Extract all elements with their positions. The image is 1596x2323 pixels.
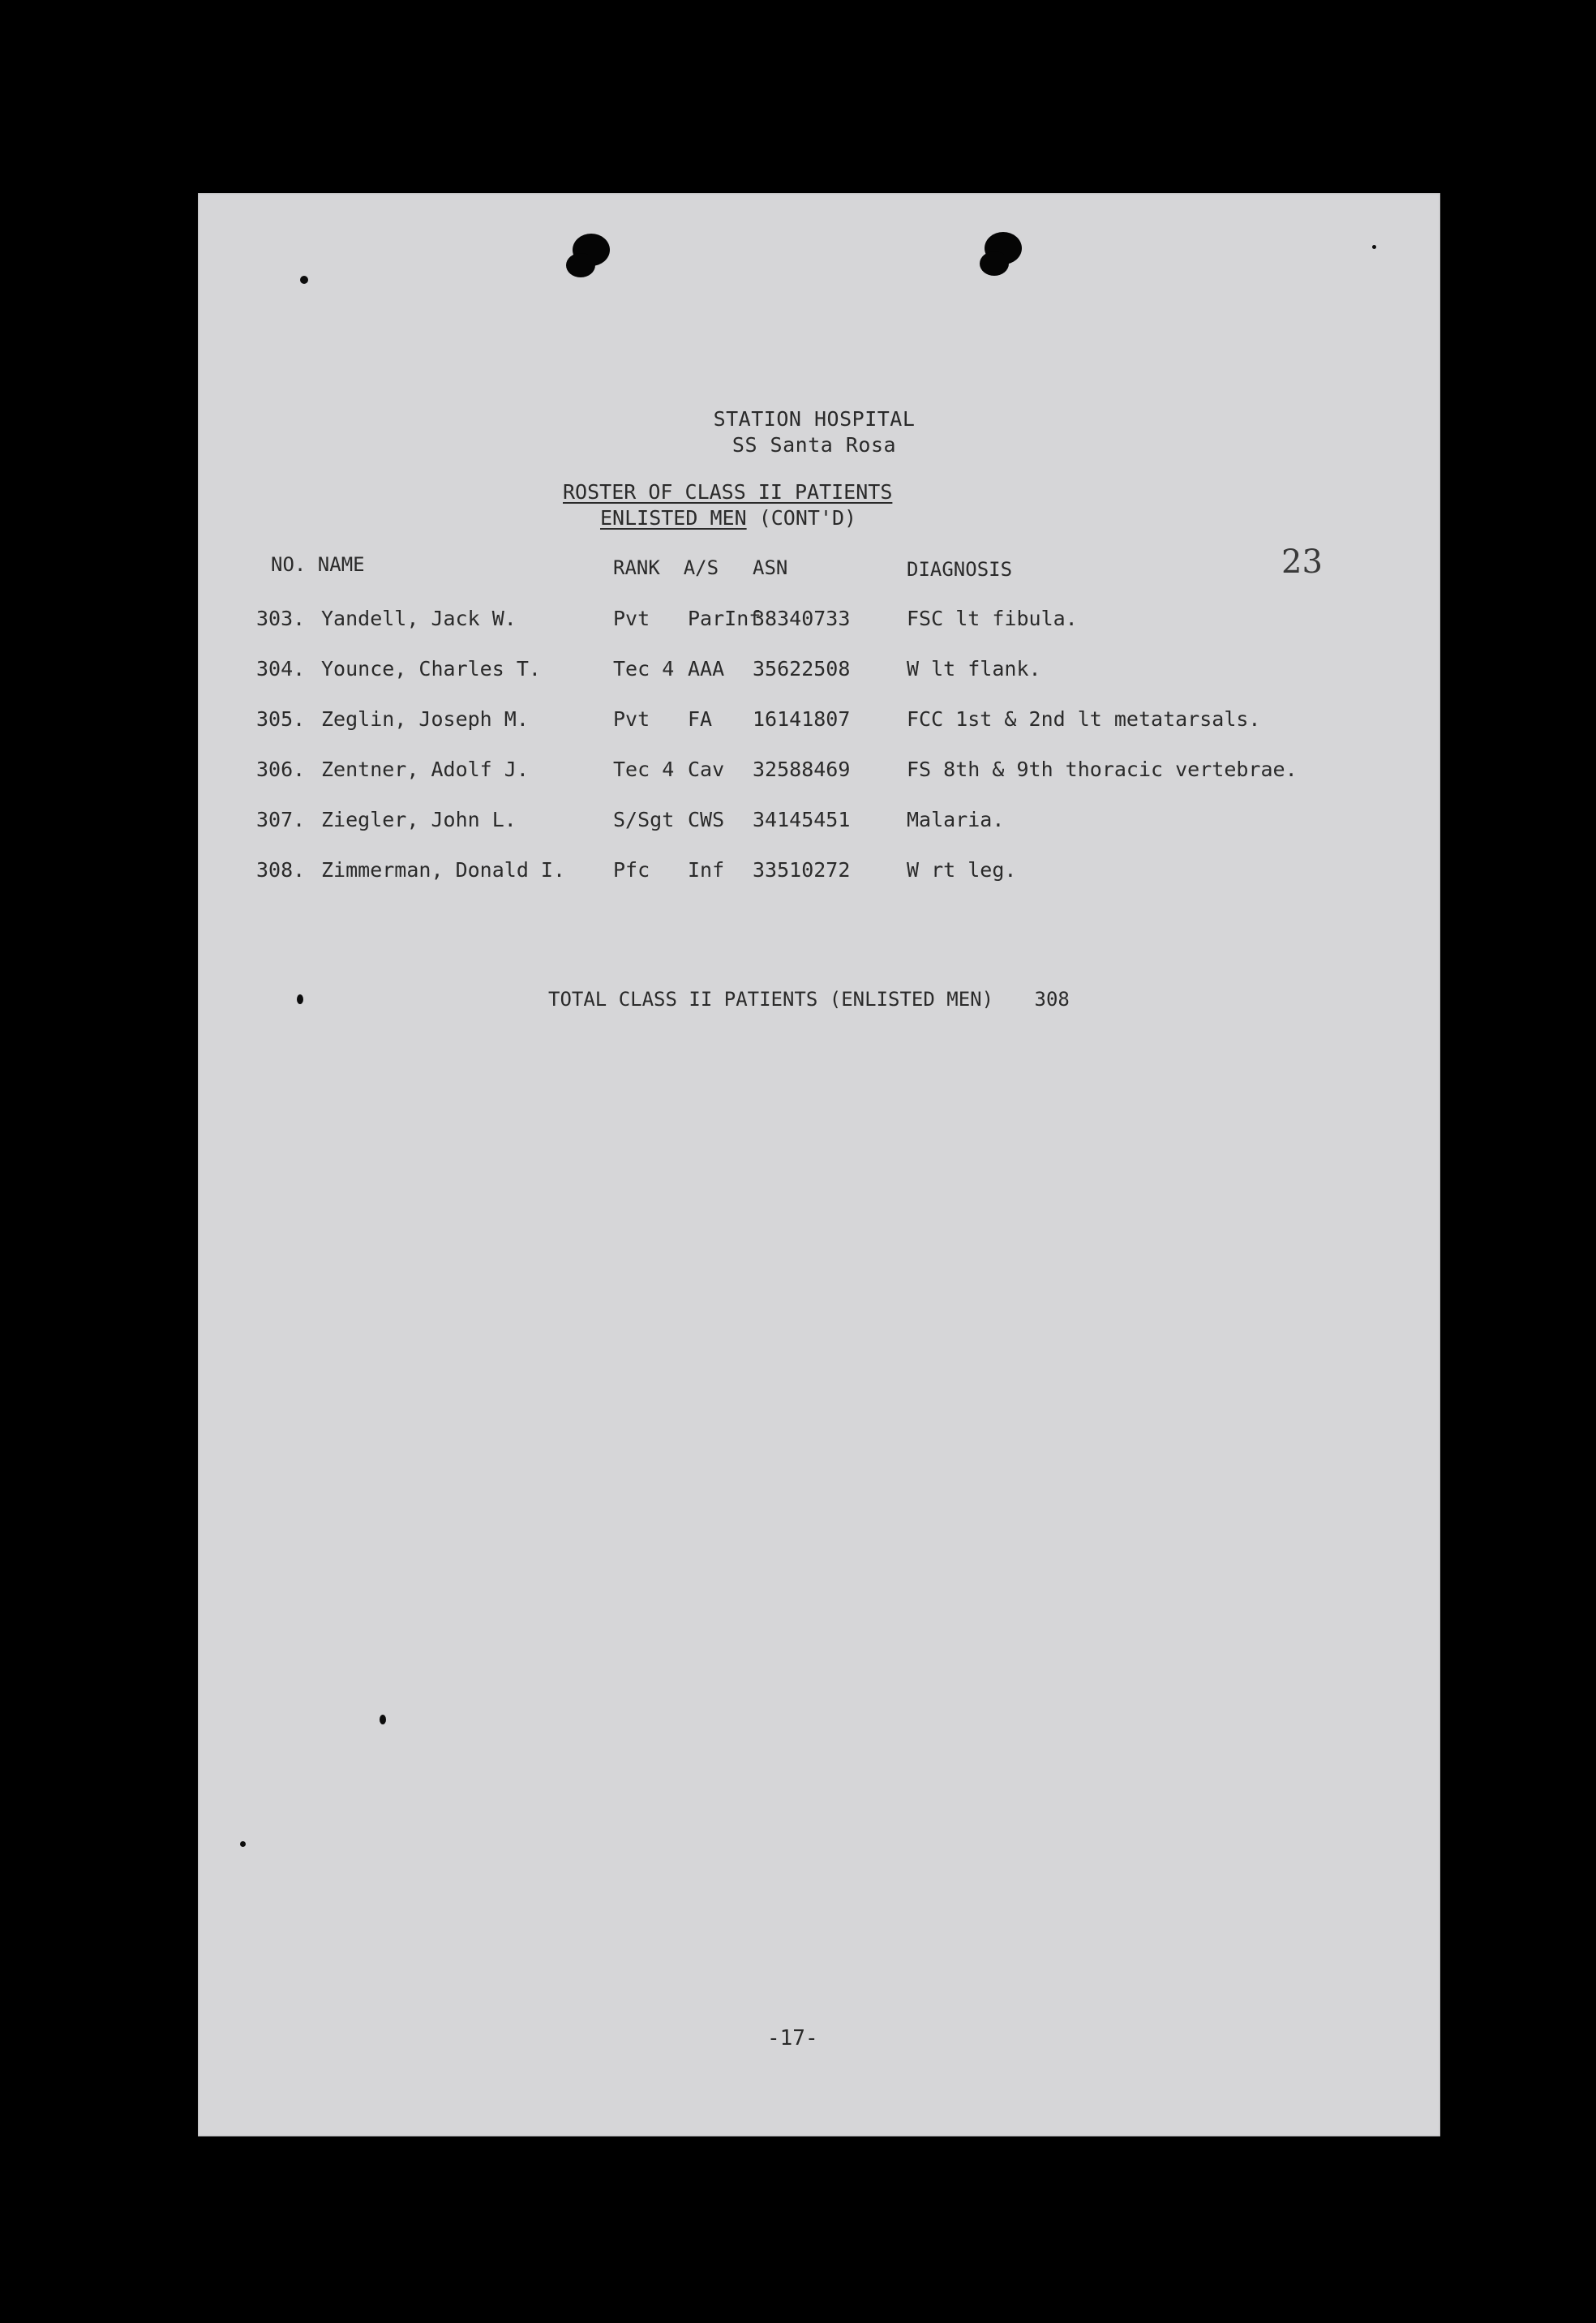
patient-name: Ziegler, John L.: [321, 808, 517, 831]
patient-name: Zentner, Adolf J.: [321, 758, 529, 781]
table-row: [198, 808, 1440, 840]
patient-name: Yandell, Jack W.: [321, 607, 517, 630]
table-row: [198, 657, 1440, 689]
punch-hole-left-shadow: [566, 253, 595, 277]
patient-asn: 33510272: [753, 858, 851, 882]
ink-speck: [240, 1841, 246, 1847]
patient-rank: Tec 4: [613, 657, 675, 681]
header-line-2: SS Santa Rosa: [732, 433, 897, 457]
roster-subtitle: [600, 506, 856, 530]
patient-diagnosis: FCC 1st & 2nd lt metatarsals.: [907, 707, 1261, 731]
patient-arm-of-service: AAA: [688, 657, 725, 681]
header-subtitle: [193, 433, 1435, 457]
column-header-no-name: NO. NAME: [271, 553, 365, 576]
row-number: 304.: [256, 657, 306, 681]
patient-asn: 35622508: [753, 657, 851, 681]
folio-number: -17-: [767, 2026, 818, 2050]
patient-name: Younce, Charles T.: [321, 657, 541, 681]
patient-diagnosis: FS 8th & 9th thoracic vertebrae.: [907, 758, 1298, 781]
row-number: 303.: [256, 607, 306, 630]
patient-diagnosis: W lt flank.: [907, 657, 1041, 681]
patient-name: Zeglin, Joseph M.: [321, 707, 529, 731]
patient-diagnosis: Malaria.: [907, 808, 1005, 831]
punch-hole-right-shadow: [980, 251, 1009, 276]
table-row: [198, 758, 1440, 790]
column-header-rank-as: RANK A/S: [613, 556, 719, 579]
table-row: [198, 607, 1440, 639]
patient-asn: 32588469: [753, 758, 851, 781]
patient-asn: 38340733: [753, 607, 851, 630]
patient-rank: Pvt: [613, 607, 650, 630]
patient-arm-of-service: Inf: [688, 858, 725, 882]
header-title: [193, 407, 1435, 431]
column-header-diagnosis: DIAGNOSIS: [907, 558, 1013, 581]
row-number: 308.: [256, 858, 306, 882]
row-number: 305.: [256, 707, 306, 731]
total-label: TOTAL CLASS II PATIENTS (ENLISTED MEN): [548, 988, 994, 1011]
patient-rank: Tec 4: [613, 758, 675, 781]
ink-speck: [1372, 245, 1376, 249]
contd-label: (CONT'D): [758, 506, 857, 530]
row-number: 307.: [256, 808, 306, 831]
column-header-asn: ASN: [753, 556, 788, 579]
patient-arm-of-service: Cav: [688, 758, 725, 781]
patient-asn: 34145451: [753, 808, 851, 831]
patient-asn: 16141807: [753, 707, 851, 731]
patient-arm-of-service: CWS: [688, 808, 725, 831]
patient-arm-of-service: ParInf: [688, 607, 762, 630]
patient-rank: S/Sgt: [613, 808, 675, 831]
ink-speck: [300, 276, 308, 284]
patient-diagnosis: FSC lt fibula.: [907, 607, 1078, 630]
patient-arm-of-service: FA: [688, 707, 713, 731]
document-page: [198, 193, 1440, 2136]
patient-name: Zimmerman, Donald I.: [321, 858, 566, 882]
total-line: [548, 988, 1070, 1011]
table-row: [198, 707, 1440, 740]
enlisted-men-label: ENLISTED MEN: [600, 506, 747, 530]
table-row: [198, 858, 1440, 891]
patient-rank: Pvt: [613, 707, 650, 731]
row-number: 306.: [256, 758, 306, 781]
ink-speck: [380, 1715, 386, 1724]
roster-title: ROSTER OF CLASS II PATIENTS: [563, 480, 893, 504]
page-number: 23: [1281, 543, 1323, 581]
ink-speck: [297, 994, 303, 1004]
patient-rank: Pfc: [613, 858, 650, 882]
patient-diagnosis: W rt leg.: [907, 858, 1017, 882]
header-line-1: STATION HOSPITAL: [713, 407, 916, 431]
total-value: 308: [1034, 988, 1070, 1011]
